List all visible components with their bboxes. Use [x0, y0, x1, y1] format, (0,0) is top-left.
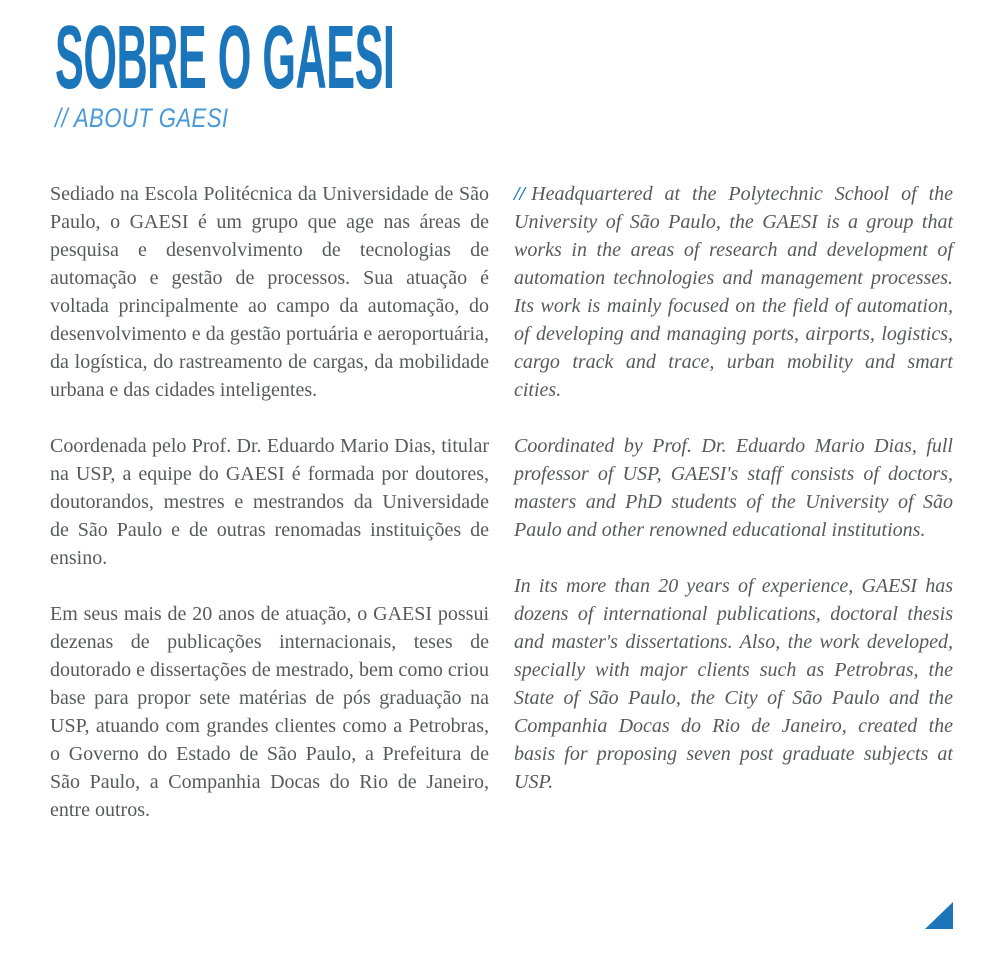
paragraph-en-2-text: Coordinated by Prof. Dr. Eduardo Mario Dias, full professor of USP, GAESI's staff consists of doctors, masters and PhD students of the University of São Paulo and other renowned educational institutions. [514, 435, 953, 541]
paragraph-pt-1 [50, 180, 489, 404]
paragraph-pt-3-text: Em seus mais de 20 anos de atuação, o GAESI possui dezenas de publicações internacionais, teses de doutorado e dissertações de mestrado, bem como criou base para propor sete matérias de pós graduação na USP, atuando com grandes clientes como a Petrobras, o Governo do Estado de São Paulo, a Prefeitura de São Paulo, a Companhia Docas do Rio de Janeiro, entre outros. [50, 603, 489, 821]
paragraph-en-1 [514, 180, 953, 404]
slash-prefix-icon: // [514, 183, 526, 205]
paragraph-pt-1-text: Sediado na Escola Politécnica da Universidade de São Paulo, o GAESI é um grupo que age nas áreas de pesquisa e desenvolvimento de tecnologias de automação e gestão de processos. Sua atuação é voltada principalmente ao campo da automação, do desenvolvimento e da gestão portuária e aeroportuária, da logística, do rastreamento de cargas, da mobilidade urbana e das cidades inteligentes. [50, 183, 489, 401]
english-column [514, 180, 953, 852]
portuguese-column [50, 180, 489, 852]
paragraph-en-1-text: Headquartered at the Polytechnic School of the University of São Paulo, the GAESI is a group that works in the areas of research and development of automation technologies and management processes. Its work is mainly focused on the field of automation, of developing and managing ports, airports, logistics, cargo track and trace, urban mobility and smart cities. [514, 183, 953, 401]
paragraph-pt-2-text: Coordenada pelo Prof. Dr. Eduardo Mario Dias, titular na USP, a equipe do GAESI é formada por doutores, doutorandos, mestres e mestrandos da Universidade de São Paulo e de outras renomadas instituições de ensino. [50, 435, 489, 569]
paragraph-pt-3 [50, 600, 489, 824]
paragraph-en-3 [514, 572, 953, 796]
paragraph-pt-2 [50, 432, 489, 572]
content-columns [50, 180, 953, 852]
paragraph-en-2 [514, 432, 953, 544]
corner-triangle-icon [925, 902, 953, 929]
page-title: SOBRE O GAESI [55, 8, 395, 108]
page-header [55, 8, 762, 133]
page-subtitle: // ABOUT GAESI [55, 102, 229, 133]
paragraph-en-3-text: In its more than 20 years of experience, GAESI has dozens of international publications, doctoral thesis and master's dissertations. Also, the work developed, specially with major clients such as Petrobras, the State of São Paulo, the City of São Paulo and the Companhia Docas do Rio de Janeiro, created the basis for proposing seven post graduate subjects at USP. [514, 575, 953, 793]
